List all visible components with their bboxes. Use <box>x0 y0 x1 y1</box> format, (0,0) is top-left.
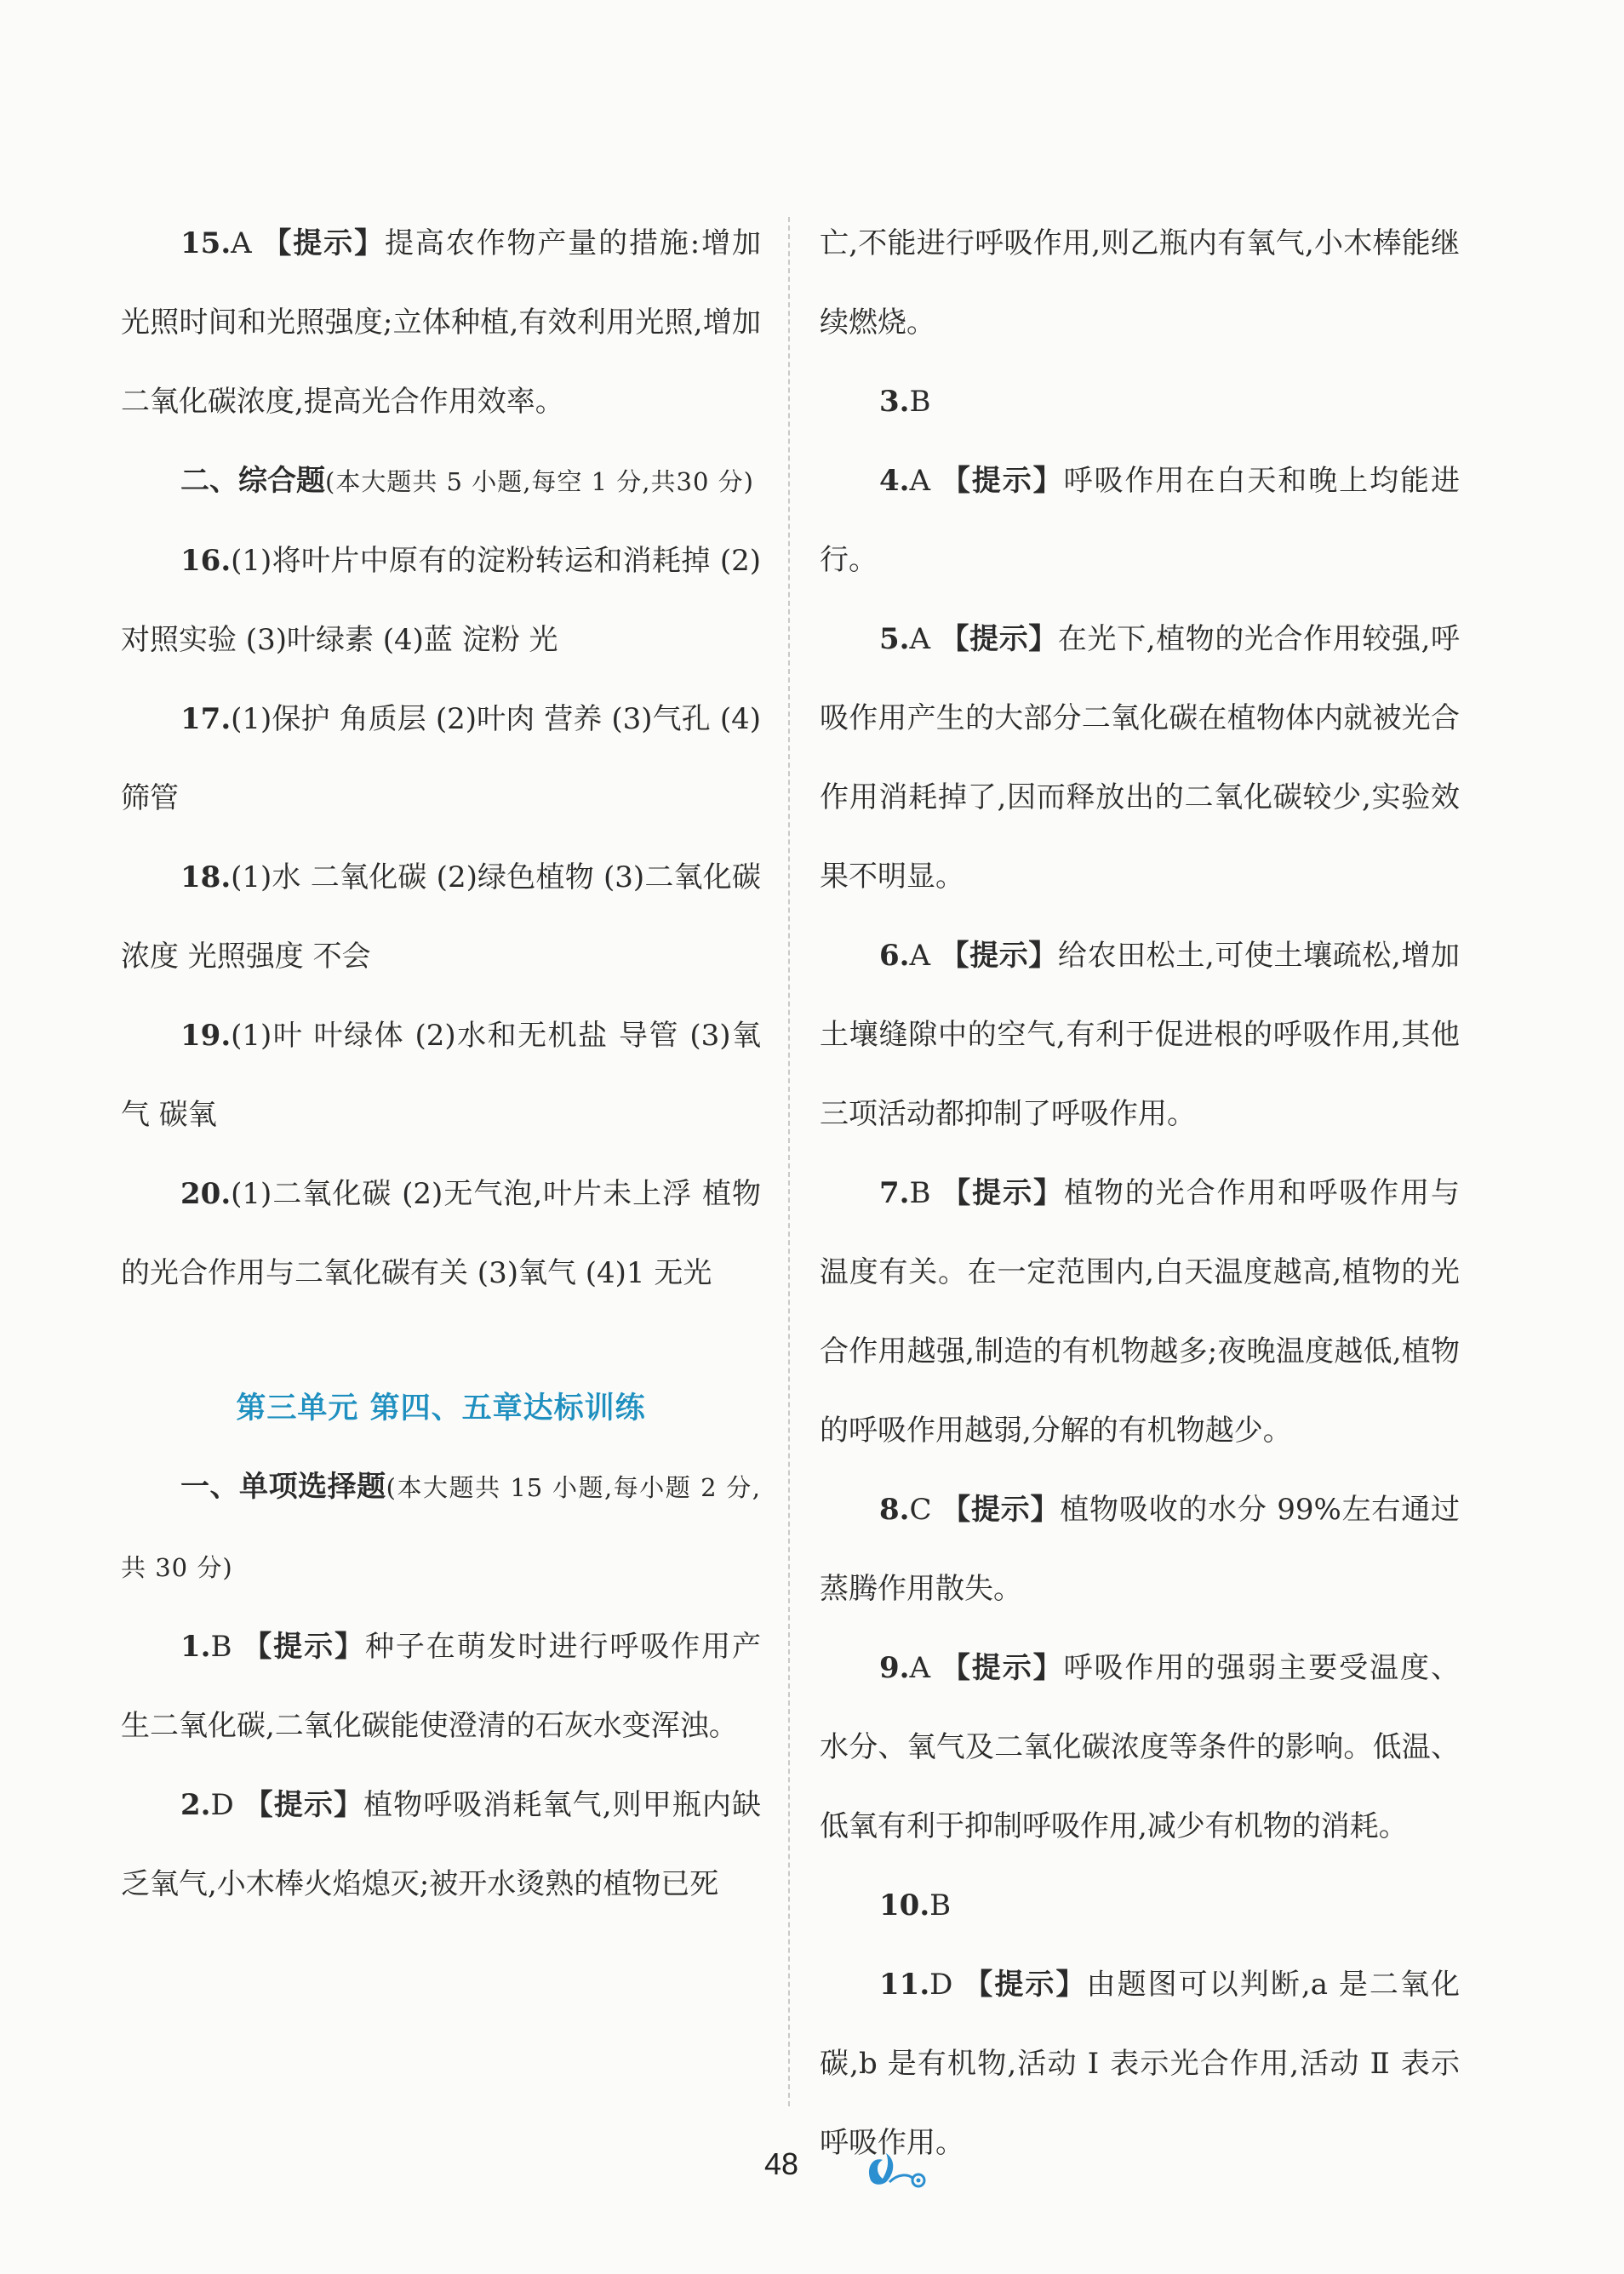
answer-15: 15.A 【提示】提高农作物产量的措施:增加光照时间和光照强度;立体种植,有效利用光照,增加二氧化碳浓度,提高光合作用效率。 <box>121 226 761 419</box>
page-footer <box>749 2145 953 2196</box>
right-column <box>820 204 1460 2183</box>
answer-6: 6.A 【提示】给农田松土,可使土壤疏松,增加土壤缝隙中的空气,有利于促进根的呼吸作用,其他三项活动都抑制了呼吸作用。 <box>820 939 1460 1131</box>
answer-7: 7.B 【提示】植物的光合作用和呼吸作用与温度有关。在一定范围内,白天温度越高,植物的光合作用越强,制造的有机物越多;夜晚温度越低,植物的呼吸作用越弱,分解的有机物越少。 <box>820 1176 1461 1448</box>
answer-18: 18.(1)水 二氧化碳 (2)绿色植物 (3)二氧化碳浓度 光照强度 不会 <box>121 860 761 974</box>
left-column <box>121 204 761 1924</box>
answer-4: 4.A 【提示】呼吸作用在白天和晚上均能进行。 <box>820 464 1461 577</box>
page-number: 48 <box>764 2146 799 2181</box>
section-comprehensive: 二、综合题(本大题共 5 小题,每空 1 分,共30 分) <box>180 464 754 498</box>
answer-11: 11.D 【提示】由题图可以判断,a 是二氧化碳,b 是有机物,活动 Ⅰ 表示光合作用,活动 Ⅱ 表示呼吸作用。 <box>820 1968 1461 2160</box>
answer-5: 5.A 【提示】在光下,植物的光合作用较强,呼吸作用产生的大部分二氧化碳在植物体内就被光合作用消耗掉了,因而释放出的二氧化碳较少,实验效果不明显。 <box>820 622 1460 894</box>
column-divider <box>788 217 790 2106</box>
unit-title: 第三单元 第四、五章达标训练 <box>236 1391 646 1426</box>
answer-17: 17.(1)保护 角质层 (2)叶肉 营养 (3)气孔 (4)筛管 <box>121 702 761 815</box>
answer-19: 19.(1)叶 叶绿体 (2)水和无机盐 导管 (3)氧气 碳氧 <box>121 1019 761 1132</box>
answer-1: 1.B 【提示】种子在萌发时进行呼吸作用产生二氧化碳,二氧化碳能使澄清的石灰水变浑浊。 <box>121 1630 762 1743</box>
answer-20: 20.(1)二氧化碳 (2)无气泡,叶片未上浮 植物的光合作用与二氧化碳有关 (3)氧气 (4)1 无光 <box>121 1177 761 1290</box>
section-single-choice: 一、单项选择题(本大题共 15 小题,每小题 2 分,共 30 分) <box>121 1470 762 1582</box>
answer-3: 3.B <box>879 385 931 419</box>
answer-8: 8.C 【提示】植物吸收的水分 99%左右通过蒸腾作用散失。 <box>820 1493 1460 1606</box>
answer-2-continued: 亡,不能进行呼吸作用,则乙瓶内有氧气,小木棒能继续燃烧。 <box>820 226 1460 340</box>
answer-10: 10.B <box>879 1888 952 1923</box>
swirl-decoration-icon <box>864 2145 932 2196</box>
answer-2: 2.D 【提示】植物呼吸消耗氧气,则甲瓶内缺乏氧气,小木棒火焰熄灭;被开水烫熟的植物已死 <box>121 1788 762 1901</box>
answer-9: 9.A 【提示】呼吸作用的强弱主要受温度、水分、氧气及二氧化碳浓度等条件的影响。低温、低氧有利于抑制呼吸作用,减少有机物的消耗。 <box>820 1651 1461 1843</box>
answer-16: 16.(1)将叶片中原有的淀粉转运和消耗掉 (2)对照实验 (3)叶绿素 (4)蓝 淀粉 光 <box>121 544 761 657</box>
